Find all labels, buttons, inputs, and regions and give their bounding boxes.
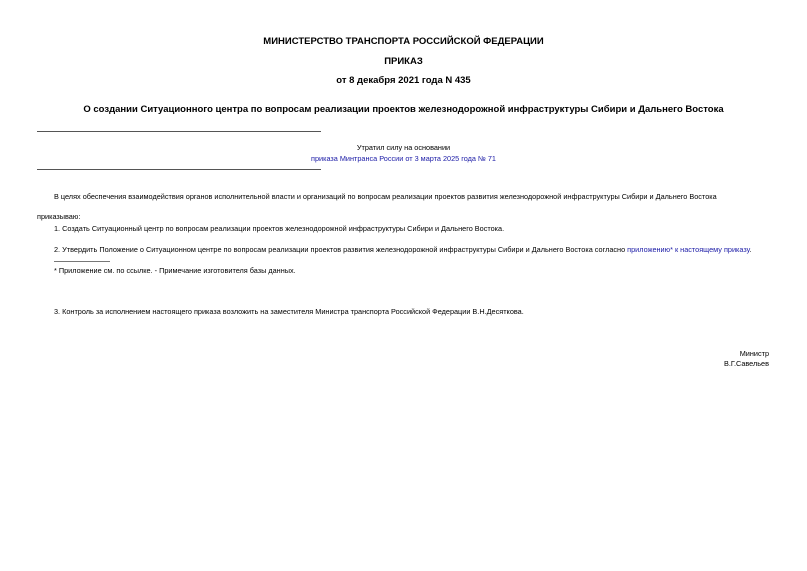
signature-position: Министр — [739, 349, 769, 358]
document-type: ПРИКАЗ — [384, 56, 423, 67]
document-title: О создании Ситуационного центра по вопросам реализации проектов железнодорожной инфраструктуры Сибири и Дальнего Востока — [83, 104, 724, 115]
item-2-end: . — [749, 245, 752, 254]
signature-name: В.Г.Савельев — [724, 359, 769, 368]
appendix-link[interactable]: приложению* к настоящему приказу — [627, 245, 750, 254]
item-2-text: 2. Утвердить Положение о Ситуационном центре по вопросам реализации проектов развития железнодорожной инфраструктуры Сибири и Дальнего Востока согласно — [54, 245, 628, 254]
item-2 — [54, 245, 752, 254]
footnote: * Приложение см. по ссылке. - Примечание изготовителя базы данных. — [54, 266, 296, 275]
ministry-heading: МИНИСТЕРСТВО ТРАНСПОРТА РОССИЙСКОЙ ФЕДЕРАЦИИ — [263, 36, 544, 47]
item-1: 1. Создать Ситуационный центр по вопросам реализации проектов железнодорожной инфраструктуры Сибири и Дальнего Востока. — [54, 224, 505, 233]
repeal-order-link[interactable]: приказа Минтранса России от 3 марта 2025 года № 71 — [311, 154, 496, 163]
item-3: 3. Контроль за исполнением настоящего приказа возложить на заместителя Министра транспорта Российской Федерации В.Н.Десяткова. — [54, 307, 524, 316]
preamble: В целях обеспечения взаимодействия органов исполнительной власти и организаций по вопросам реализации проектов развития железнодорожной инфраструктуры Сибири и Дальнего Востока — [54, 192, 717, 201]
document-date: от 8 декабря 2021 года N 435 — [336, 75, 471, 86]
divider-bottom — [37, 169, 321, 170]
order-word: приказываю: — [37, 212, 81, 221]
divider-top — [37, 131, 321, 132]
status-line: Утратил силу на основании — [356, 143, 451, 152]
footnote-divider — [54, 261, 110, 262]
